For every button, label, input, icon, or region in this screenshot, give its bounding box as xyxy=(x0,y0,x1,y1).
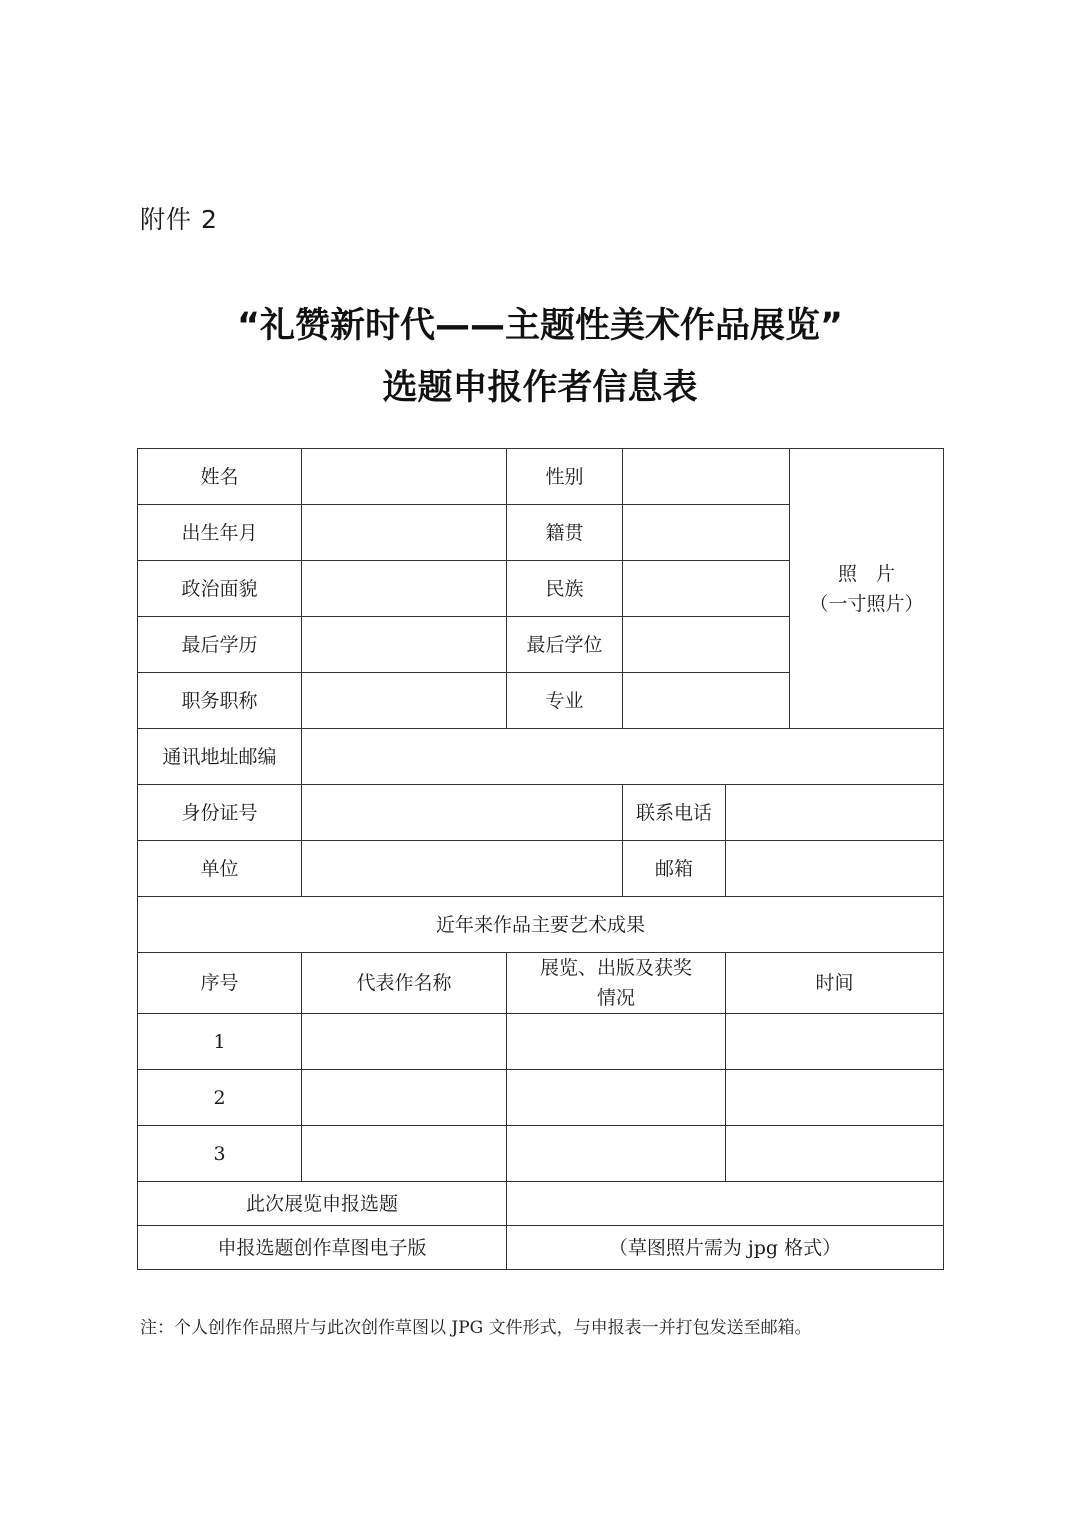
phone-field[interactable] xyxy=(726,785,944,841)
birth-label: 出生年月 xyxy=(138,505,302,561)
gender-label: 性别 xyxy=(507,449,623,505)
footnote: 注：个人创作作品照片与此次创作草图以 JPG 文件形式，与申报表一并打包发送至邮箱。 xyxy=(140,1318,812,1338)
col-time-header: 时间 xyxy=(726,953,944,1014)
row1-exhibit-field[interactable] xyxy=(507,1014,726,1070)
row1-time-field[interactable] xyxy=(726,1014,944,1070)
email-field[interactable] xyxy=(726,841,944,897)
gender-field[interactable] xyxy=(623,449,790,505)
sketch-label: 申报选题创作草图电子版 xyxy=(138,1226,507,1270)
row2-work-field[interactable] xyxy=(302,1070,507,1126)
sketch-note[interactable]: （草图照片需为 jpg 格式） xyxy=(507,1226,944,1270)
major-label: 专业 xyxy=(507,673,623,729)
name-field[interactable] xyxy=(302,449,507,505)
attachment-label: 附件 2 xyxy=(140,205,218,234)
row-number: 3 xyxy=(138,1126,302,1182)
ethnicity-field[interactable] xyxy=(623,561,790,617)
ethnicity-label: 民族 xyxy=(507,561,623,617)
address-field[interactable] xyxy=(302,729,944,785)
address-label: 通讯地址邮编 xyxy=(138,729,302,785)
name-label: 姓名 xyxy=(138,449,302,505)
row-number: 2 xyxy=(138,1070,302,1126)
political-field[interactable] xyxy=(302,561,507,617)
photo-label: 照 片 xyxy=(837,562,895,585)
row3-time-field[interactable] xyxy=(726,1126,944,1182)
topic-label: 此次展览申报选题 xyxy=(138,1182,507,1226)
degree-field[interactable] xyxy=(623,617,790,673)
row-number: 1 xyxy=(138,1014,302,1070)
job-title-label: 职务职称 xyxy=(138,673,302,729)
achievements-heading: 近年来作品主要艺术成果 xyxy=(138,897,944,953)
row3-work-field[interactable] xyxy=(302,1126,507,1182)
unit-field[interactable] xyxy=(302,841,623,897)
col-no-header: 序号 xyxy=(138,953,302,1014)
hometown-label: 籍贯 xyxy=(507,505,623,561)
col-work-header: 代表作名称 xyxy=(302,953,507,1014)
row1-work-field[interactable] xyxy=(302,1014,507,1070)
degree-label: 最后学位 xyxy=(507,617,623,673)
row3-exhibit-field[interactable] xyxy=(507,1126,726,1182)
topic-field[interactable] xyxy=(507,1182,944,1226)
row2-time-field[interactable] xyxy=(726,1070,944,1126)
birth-field[interactable] xyxy=(302,505,507,561)
email-label: 邮箱 xyxy=(623,841,726,897)
major-field[interactable] xyxy=(623,673,790,729)
hometown-field[interactable] xyxy=(623,505,790,561)
education-label: 最后学历 xyxy=(138,617,302,673)
id-label: 身份证号 xyxy=(138,785,302,841)
photo-box[interactable] xyxy=(790,449,944,729)
author-info-form xyxy=(137,448,944,1270)
photo-note: （一寸照片） xyxy=(809,592,924,615)
phone-label: 联系电话 xyxy=(623,785,726,841)
id-field[interactable] xyxy=(302,785,623,841)
page-title: “礼赞新时代——主题性美术作品展览” xyxy=(236,306,843,346)
political-label: 政治面貌 xyxy=(138,561,302,617)
col-exhibit-header: 展览、出版及获奖情况 xyxy=(507,953,726,1014)
job-title-field[interactable] xyxy=(302,673,507,729)
unit-label: 单位 xyxy=(138,841,302,897)
row2-exhibit-field[interactable] xyxy=(507,1070,726,1126)
education-field[interactable] xyxy=(302,617,507,673)
page-subtitle: 选题申报作者信息表 xyxy=(382,368,698,408)
